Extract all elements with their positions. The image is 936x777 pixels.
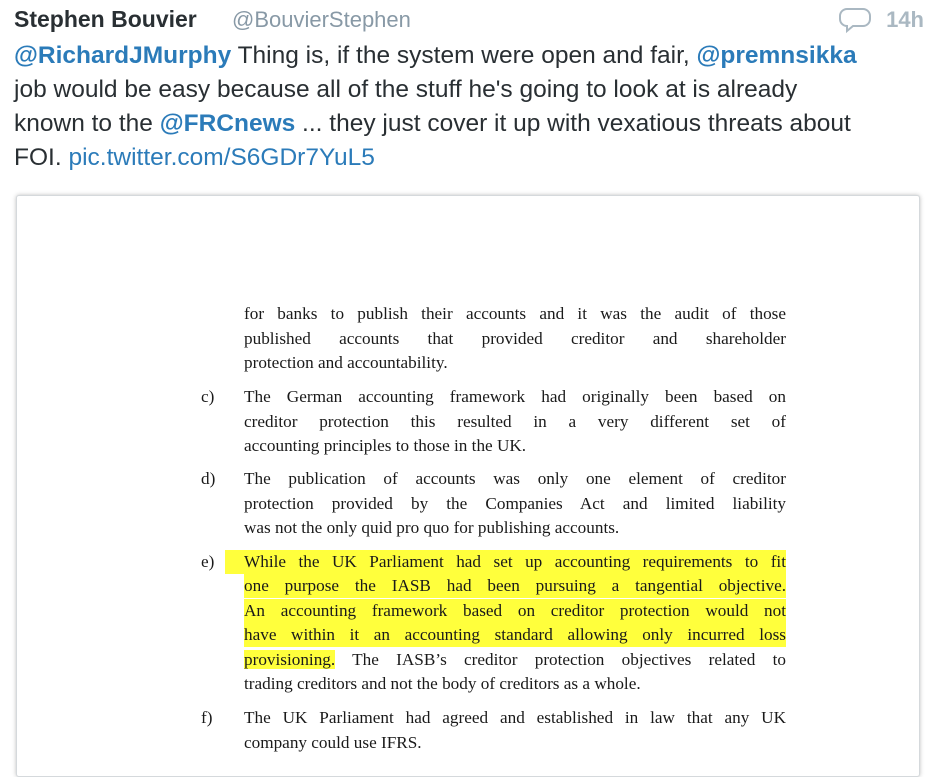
attached-image[interactable] <box>16 195 920 777</box>
doc-line: was not the only quid pro quo for publishing accounts. <box>244 518 620 537</box>
tweet-text-line-2: job would be easy because all of the stuff he's going to look at is already <box>14 76 798 103</box>
tweet-text-line-4 <box>14 141 924 175</box>
item-letter: c) <box>201 387 215 406</box>
author-handle[interactable]: @BouvierStephen <box>232 7 411 32</box>
doc-line: for banks to publish their accounts and it was the audit of those <box>244 304 786 323</box>
highlighted-line: While the UK Parliament had set up accounting requirements to fit <box>244 550 786 574</box>
doc-line: company could use IFRS. <box>244 733 422 752</box>
highlighted-line: have within it an accounting standard allowing only incurred loss <box>244 623 786 647</box>
author-name[interactable]: Stephen Bouvier <box>14 6 197 32</box>
timestamp[interactable]: 14h <box>886 7 924 32</box>
doc-text: The IASB’s creditor protection objectives related to <box>335 650 786 669</box>
item-letter: f) <box>201 708 213 727</box>
highlighted-text: provisioning. <box>244 650 336 669</box>
tweet-text-segment: known to the <box>14 110 160 137</box>
speech-bubble-icon[interactable] <box>838 6 872 34</box>
doc-line: creditor protection this resulted in a very different set of <box>244 412 786 431</box>
tweet-text-segment: Thing is, if the system were open and fair, <box>231 42 697 69</box>
doc-line: protection and accountability. <box>244 353 448 372</box>
item-letter: e) <box>201 552 215 571</box>
mention-richardjmurphy[interactable]: @RichardJMurphy <box>14 42 232 69</box>
tweet-text-segment: FOI. <box>14 144 69 171</box>
mention-premnsikka[interactable]: @premnsikka <box>696 42 857 69</box>
mention-frcnews[interactable]: @FRCnews <box>159 110 296 137</box>
tweet-text-line-1 <box>14 39 924 73</box>
tweet-text-line-3 <box>14 107 924 141</box>
document-page <box>17 196 919 776</box>
doc-line: trading creditors and not the body of creditors as a whole. <box>244 674 641 693</box>
tweet-text <box>14 39 924 175</box>
doc-line: protection provided by the Companies Act and limited liability <box>244 494 786 513</box>
tweet-header <box>14 4 924 36</box>
doc-line: published accounts that provided creditor and shareholder <box>244 329 786 348</box>
highlighted-line: An accounting framework based on creditor protection would not <box>244 599 786 623</box>
item-letter: d) <box>201 469 216 488</box>
doc-line: The publication of accounts was only one element of creditor <box>244 469 786 488</box>
media-link[interactable]: pic.twitter.com/S6GDr7YuL5 <box>68 144 375 171</box>
tweet-text-segment: ... they just cover it up with vexatious threats about <box>295 110 851 137</box>
doc-line: accounting principles to those in the UK. <box>244 436 527 455</box>
doc-line: The German accounting framework had originally been based on <box>244 387 786 406</box>
doc-line: The UK Parliament had agreed and established in law that any UK <box>244 708 786 727</box>
doc-line <box>244 648 786 672</box>
highlighted-line: one purpose the IASB had been pursuing a tangential objective. <box>244 574 786 598</box>
